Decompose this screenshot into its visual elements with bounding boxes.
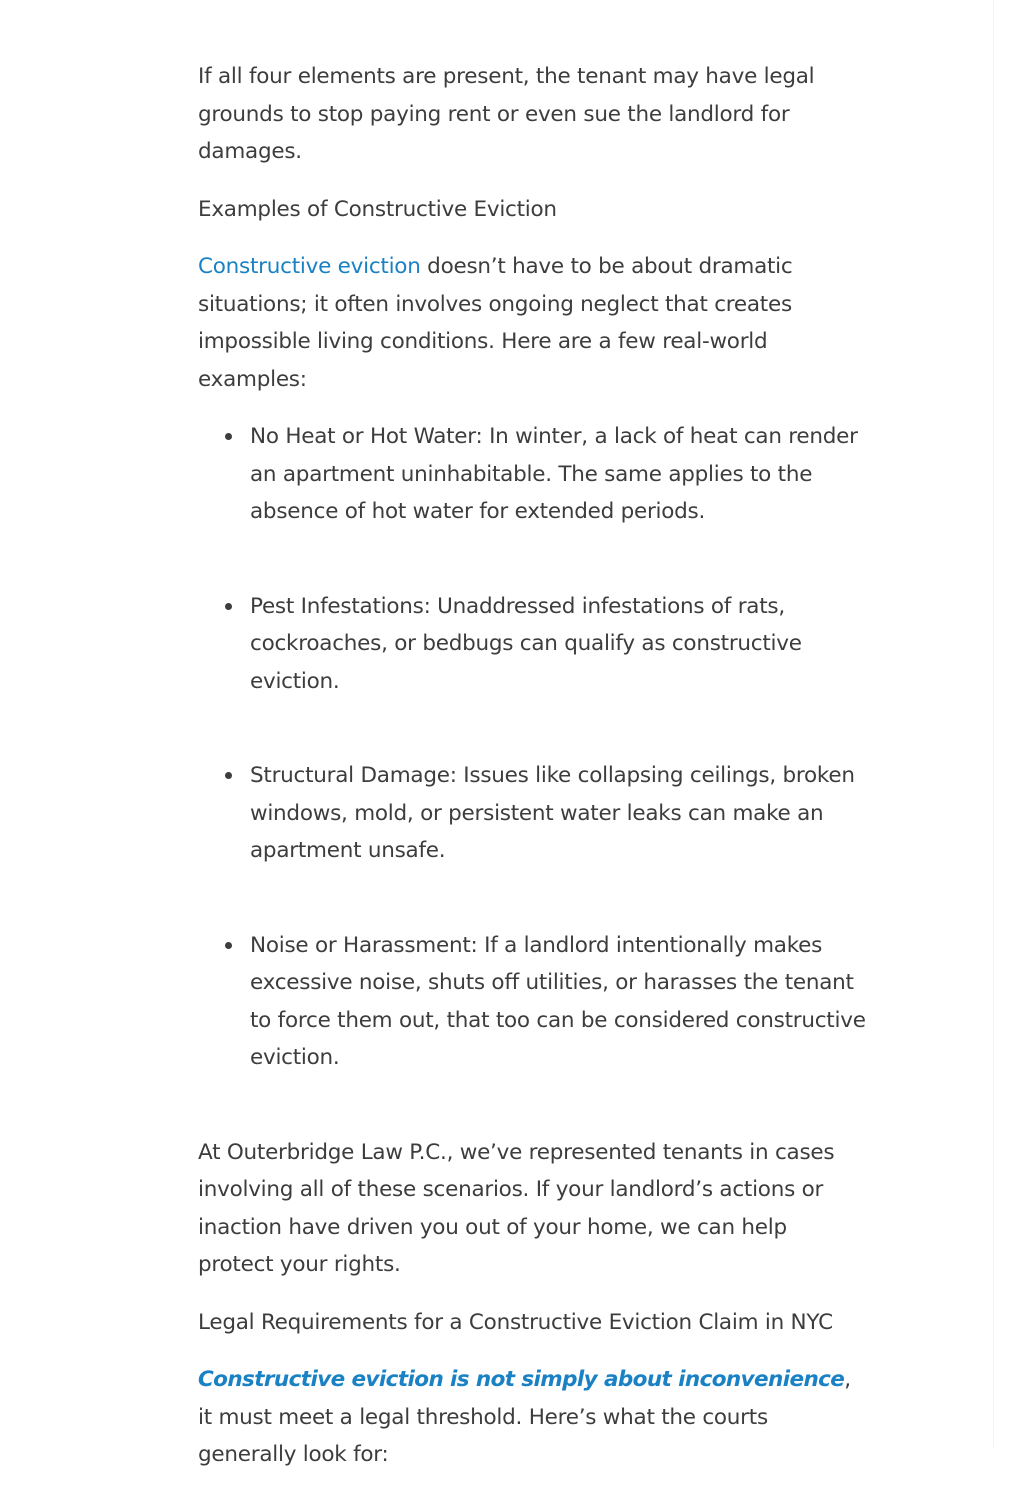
list-item-text: Noise or Harassment: If a landlord intentionally makes excessive noise, shuts off utilities, or harasses the tenant to force them out, that too can be considered constructive eviction. [250, 932, 866, 1070]
list-item [198, 927, 868, 1077]
constructive-eviction-link[interactable]: Constructive eviction [198, 254, 421, 279]
list-item [198, 418, 868, 531]
examples-lead-paragraph [198, 248, 868, 398]
article-body [198, 58, 868, 1494]
examples-list [198, 418, 868, 1077]
list-item [198, 588, 868, 701]
bullet-dot-icon [225, 942, 232, 949]
bullet-dot-icon [225, 603, 232, 610]
examples-heading: Examples of Constructive Eviction [198, 196, 557, 222]
not-inconvenience-link[interactable]: Constructive eviction is not simply about inconvenience [198, 1367, 845, 1392]
list-item-text: No Heat or Hot Water: In winter, a lack of heat can render an apartment uninhabitable. The same applies to the absence of hot water for extended periods. [250, 424, 858, 524]
examples-lead-text: doesn’t have to be about dramatic situations; it often involves ongoing neglect that creates impossible living conditions. Here are a few real-world examples: [198, 254, 793, 392]
list-item-text: Pest Infestations: Unaddressed infestations of rats, cockroaches, or bedbugs can qualify as constructive eviction. [250, 593, 802, 694]
bullet-dot-icon [225, 772, 232, 779]
legal-lead-text: , it must meet a legal threshold. Here’s what the courts generally look for: [198, 1367, 851, 1467]
legal-lead-paragraph [198, 1361, 868, 1474]
firm-paragraph: At Outerbridge Law P.C., we’ve represented tenants in cases involving all of these scenarios. If your landlord’s actions or inaction have driven you out of your home, we can help protect your rights. [198, 1139, 835, 1277]
bullet-dot-icon [225, 433, 232, 440]
list-item-text: Structural Damage: Issues like collapsing ceilings, broken windows, mold, or persistent water leaks can make an apartment unsafe. [250, 763, 855, 863]
page-edge-divider [993, 0, 994, 1449]
legal-requirements-heading: Legal Requirements for a Constructive Eviction Claim in NYC [198, 1309, 833, 1335]
intro-paragraph: If all four elements are present, the tenant may have legal grounds to stop paying rent or even sue the landlord for damages. [198, 64, 815, 164]
list-item [198, 757, 868, 870]
